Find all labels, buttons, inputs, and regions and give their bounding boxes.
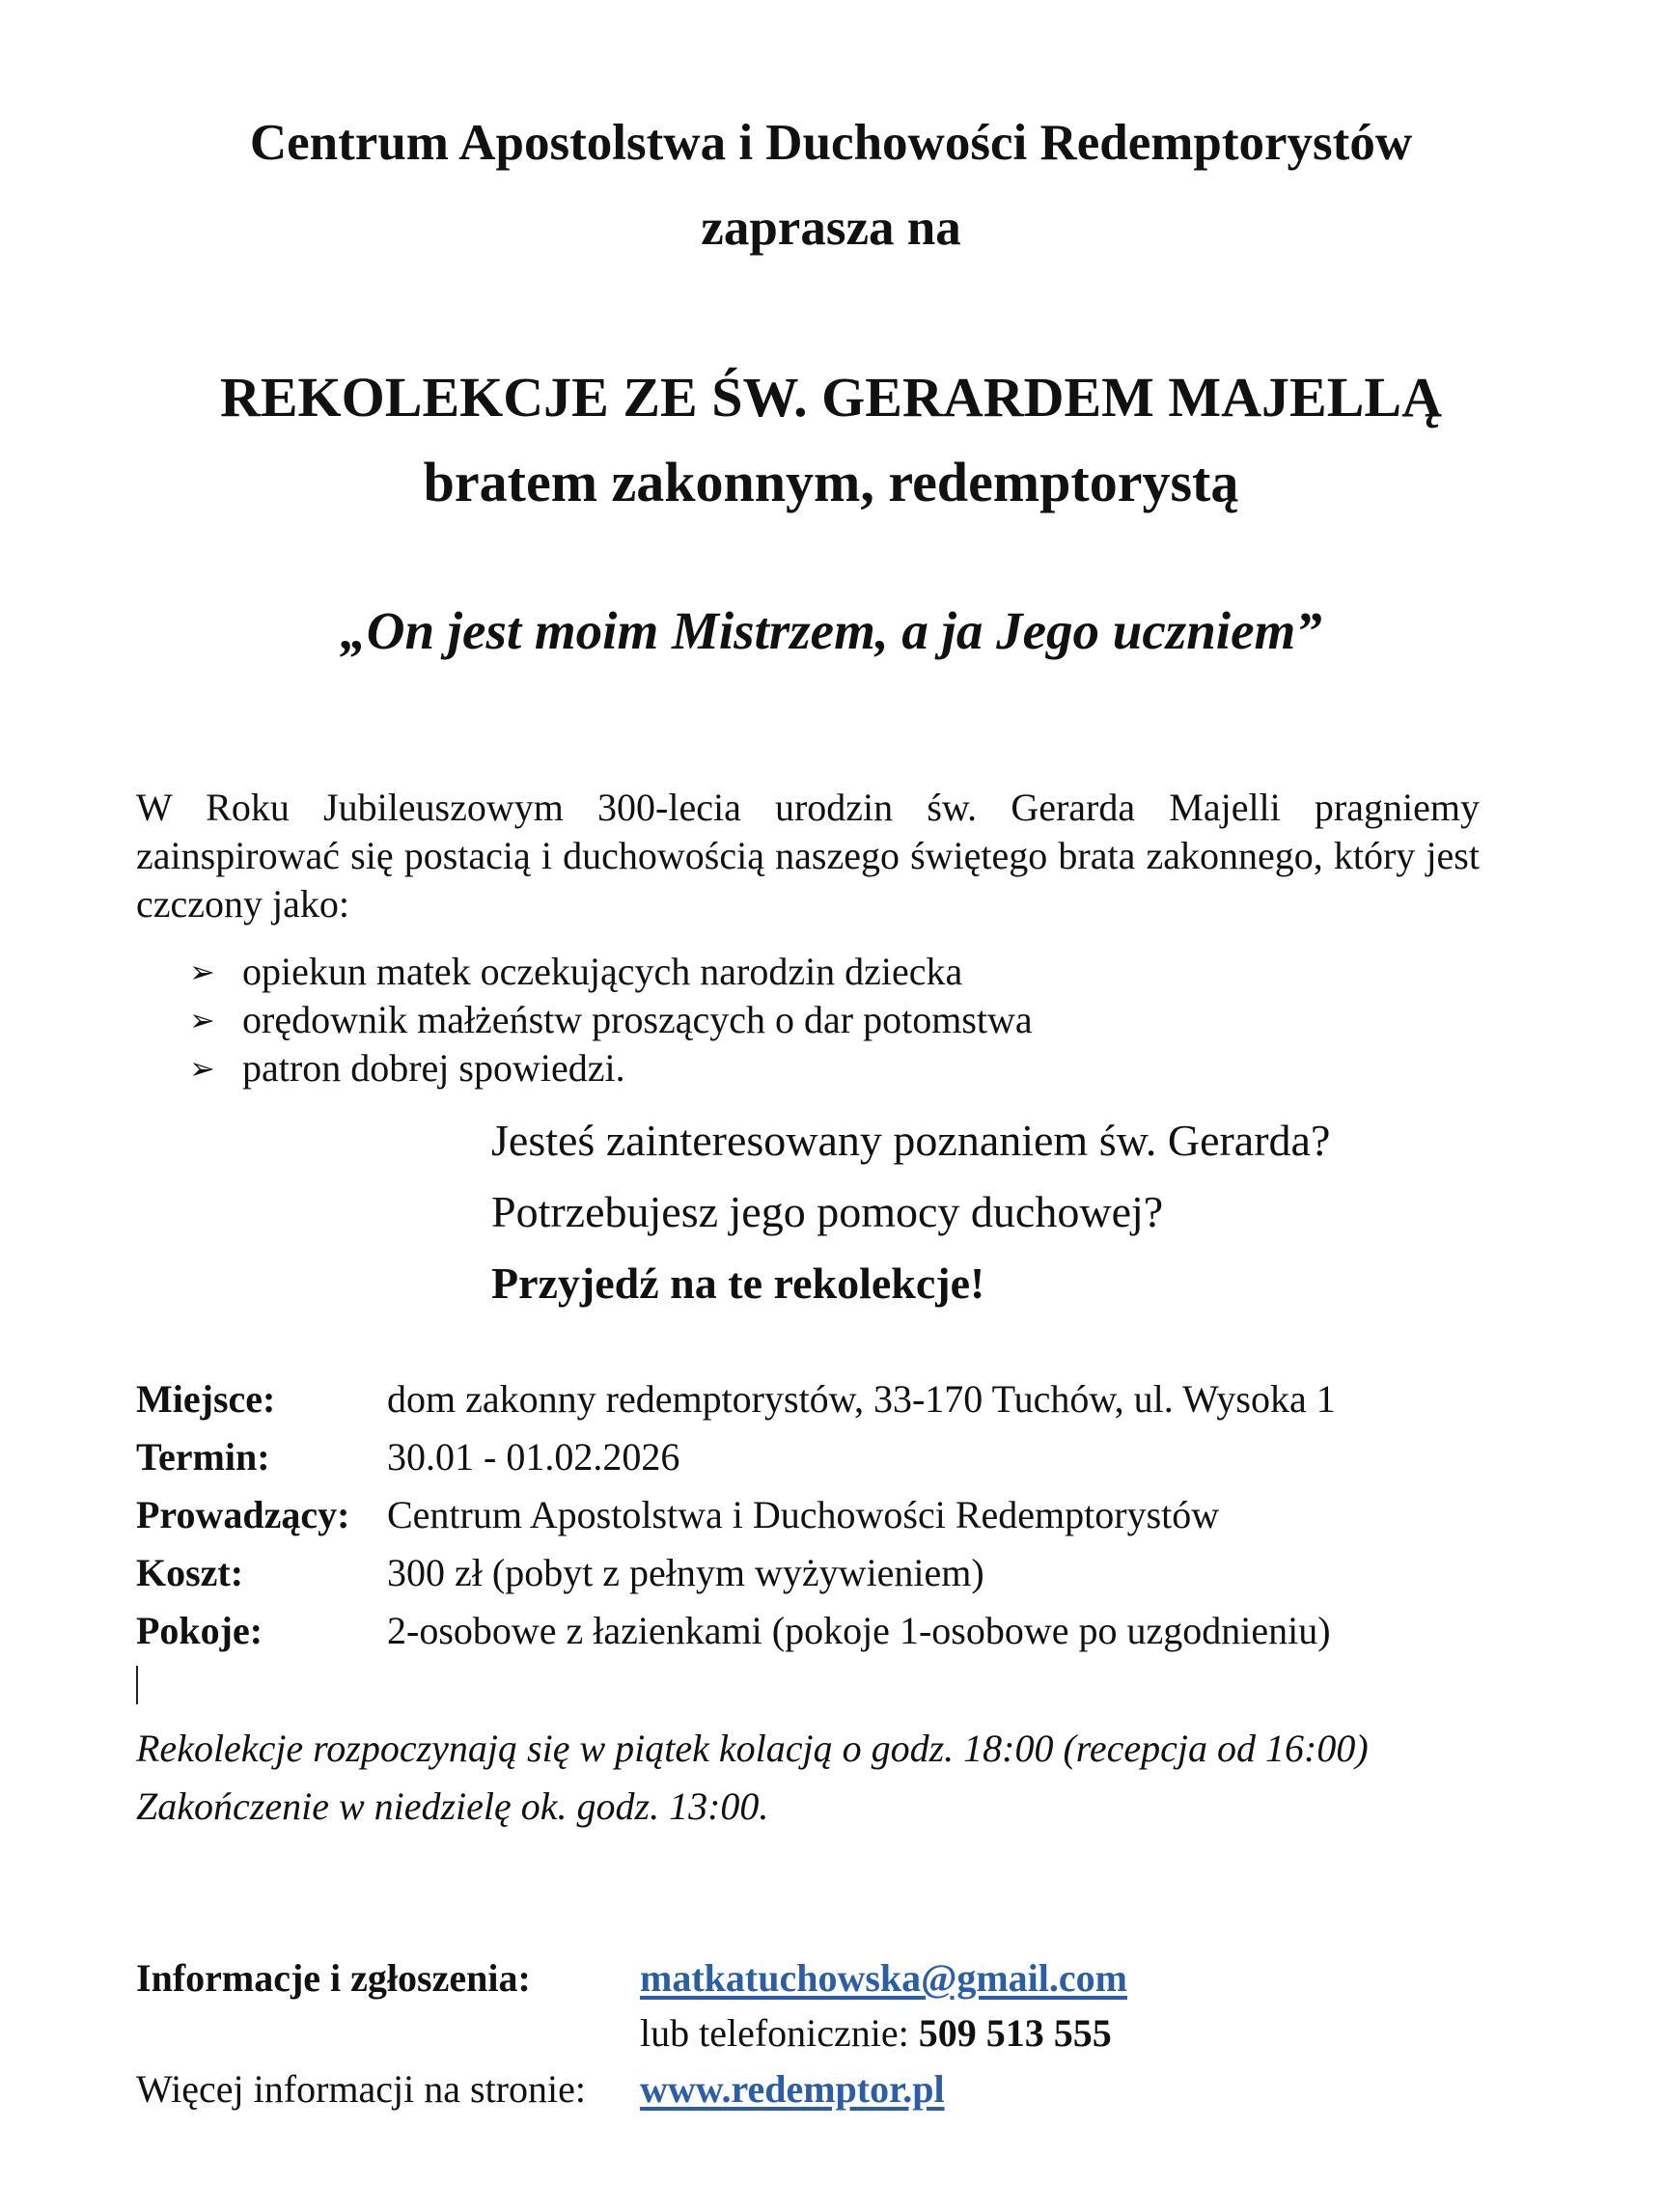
detail-row-place — [136, 1370, 1336, 1428]
arrowhead-bullet-icon: ➢ — [189, 1003, 215, 1037]
detail-row-rooms — [136, 1602, 1331, 1660]
detail-value: dom zakonny redemptorystów, 33-170 Tuchów, ul. Wysoka 1 — [387, 1377, 1336, 1421]
detail-row-date — [136, 1428, 679, 1486]
detail-label: Koszt: — [136, 1551, 244, 1594]
retreat-motto: „On jest moim Mistrzem, a ja Jego uczniem” — [340, 601, 1322, 660]
website-link[interactable]: www.redemptor.pl — [640, 2067, 945, 2111]
arrowhead-bullet-icon: ➢ — [189, 954, 215, 989]
schedule-start: Rekolekcje rozpoczynają się w piątek kolacją o godz. 18:00 (recepcja od 16:00) — [136, 1727, 1369, 1770]
detail-label: Termin: — [136, 1435, 270, 1479]
arrowhead-bullet-icon: ➢ — [189, 1051, 215, 1086]
call-to-action: Przyjedź na te rekolekcje! — [491, 1258, 985, 1308]
list-item — [189, 948, 1033, 996]
question-help: Potrzebujesz jego pomocy duchowej? — [491, 1187, 1164, 1236]
text-cursor — [136, 1666, 138, 1704]
schedule-end: Zakończenie w niedzielę ok. godz. 13:00. — [136, 1784, 769, 1828]
patronage-list — [189, 948, 1033, 1092]
list-item-text: opiekun matek oczekujących narodzin dziecka — [242, 950, 963, 993]
detail-label: Pokoje: — [136, 1609, 263, 1652]
list-item-text: patron dobrej spowiedzi. — [242, 1046, 625, 1090]
organization-title: Centrum Apostolstwa i Duchowości Redemptorystów — [249, 115, 1413, 171]
question-interest: Jesteś zainteresowany poznaniem św. Gerarda? — [491, 1116, 1331, 1165]
phone-prefix: lub telefonicznie: — [640, 2011, 909, 2055]
detail-label: Miejsce: — [136, 1377, 276, 1421]
detail-value: 30.01 - 01.02.2026 — [387, 1435, 680, 1479]
intro-paragraph: W Roku Jubileuszowym 300-lecia urodzin św. Gerarda Majelli pragniemy zainspirować się postacią i duchowością naszego świętego brata zakonnego, który jest czczony jako: — [136, 786, 1480, 926]
detail-label: Prowadzący: — [136, 1493, 350, 1536]
detail-value: 2-osobowe z łazienkami (pokoje 1-osobowe po uzgodnieniu) — [387, 1609, 1331, 1652]
email-link[interactable]: matkatuchowska@gmail.com — [640, 1956, 1127, 2000]
invitation-line: zaprasza na — [701, 200, 961, 256]
list-item-text: orędownik małżeństw proszących o dar potomstwa — [242, 998, 1033, 1041]
list-item — [189, 1044, 1033, 1092]
detail-value: 300 zł (pobyt z pełnym wyżywieniem) — [387, 1551, 984, 1594]
phone-number: 509 513 555 — [918, 2011, 1112, 2055]
retreat-subtitle: bratem zakonnym, redemptorystą — [423, 451, 1239, 513]
website-label: Więcej informacji na stronie: — [136, 2067, 586, 2111]
retreat-title: REKOLEKCJE ZE ŚW. GERARDEM MAJELLĄ — [219, 366, 1442, 429]
detail-row-host — [136, 1486, 1219, 1544]
detail-row-cost — [136, 1544, 984, 1602]
detail-value: Centrum Apostolstwa i Duchowości Redemptorystów — [387, 1493, 1220, 1536]
contact-label: Informacje i zgłoszenia: — [136, 1956, 531, 2000]
phone-row — [640, 2005, 1112, 2062]
list-item — [189, 996, 1033, 1044]
